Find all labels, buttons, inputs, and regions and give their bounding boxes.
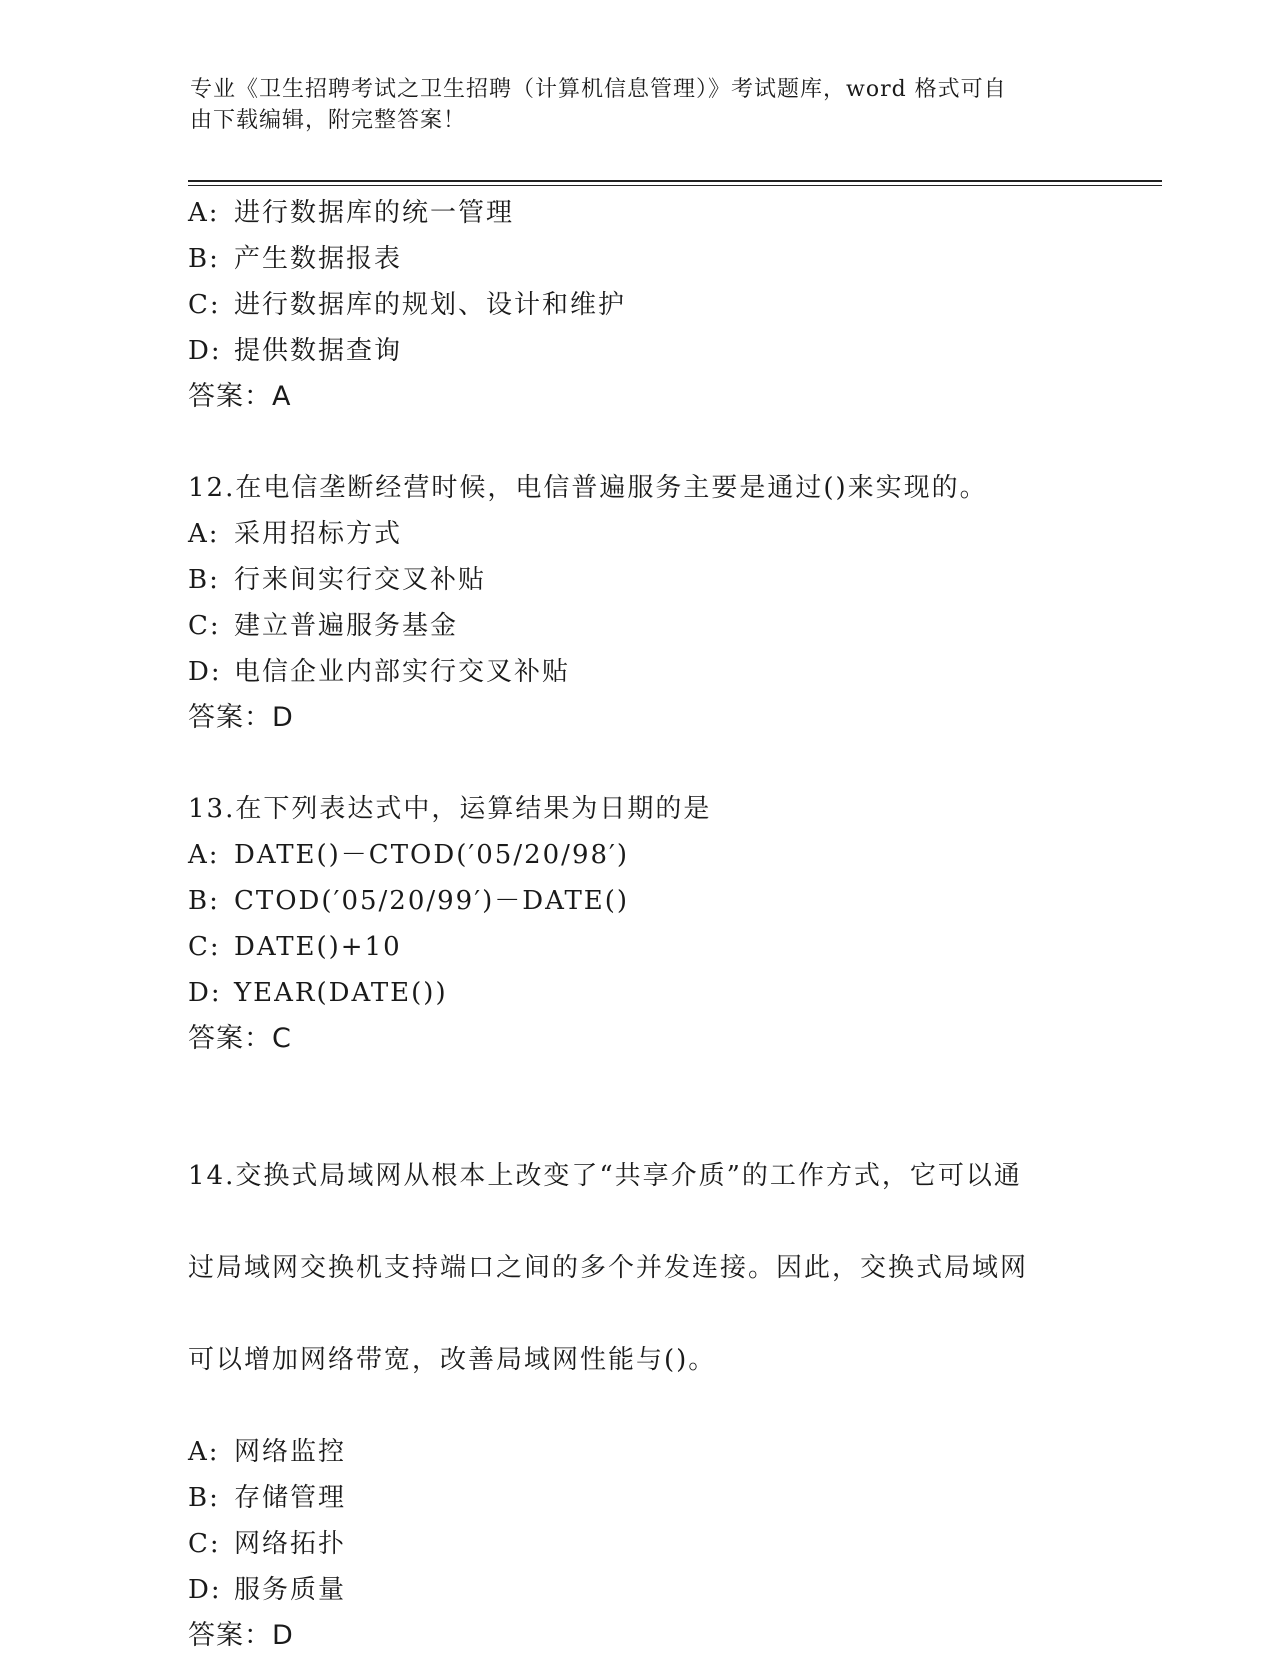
question-12 xyxy=(188,465,1088,741)
question-stem xyxy=(188,1107,1088,1429)
option-a xyxy=(188,1429,1088,1475)
question-13 xyxy=(188,786,1088,1062)
option-letter: D: xyxy=(188,336,222,366)
option-b xyxy=(188,1475,1088,1521)
option-text: DATE()－CTOD(′05/20/98′) xyxy=(234,840,630,870)
question-list xyxy=(188,190,1088,1659)
option-letter: C: xyxy=(188,611,221,641)
option-b xyxy=(188,878,1088,924)
option-letter: B: xyxy=(188,244,220,274)
option-text: 采用招标方式 xyxy=(234,519,403,549)
question-stem: 13.在下列表达式中，运算结果为日期的是 xyxy=(188,794,712,824)
option-text: DATE()+10 xyxy=(234,932,402,962)
option-letter: A: xyxy=(188,519,220,549)
question-stem-line-1: 14.交换式局域网从根本上改变了“共享介质”的工作方式，它可以通 xyxy=(188,1161,1022,1191)
option-letter: B: xyxy=(188,1483,220,1513)
answer-label: 答案：C xyxy=(188,1023,292,1054)
header-line-1: 专业《卫生招聘考试之卫生招聘（计算机信息管理）》考试题库，word 格式可自 xyxy=(190,77,1007,102)
option-letter: D: xyxy=(188,978,222,1008)
option-text: 服务质量 xyxy=(234,1575,347,1605)
option-letter: A: xyxy=(188,840,220,870)
document-header xyxy=(190,74,1090,136)
option-a xyxy=(188,511,1088,557)
option-letter: C: xyxy=(188,1529,221,1559)
option-text: 电信企业内部实行交叉补贴 xyxy=(234,657,571,687)
option-text: 产生数据报表 xyxy=(234,244,403,274)
option-letter: D: xyxy=(188,1575,222,1605)
option-text: CTOD(′05/20/99′)－DATE() xyxy=(234,886,630,916)
option-d xyxy=(188,328,1088,374)
option-text: 进行数据库的规划、设计和维护 xyxy=(234,290,627,320)
option-text: 存储管理 xyxy=(234,1483,347,1513)
option-b xyxy=(188,557,1088,603)
option-text: YEAR(DATE()) xyxy=(234,978,448,1008)
option-letter: C: xyxy=(188,290,221,320)
option-b xyxy=(188,236,1088,282)
option-text: 网络拓扑 xyxy=(234,1529,347,1559)
answer-label: 答案：D xyxy=(188,702,294,733)
option-c xyxy=(188,282,1088,328)
question-stem: 12.在电信垄断经营时候，电信普遍服务主要是通过()来实现的。 xyxy=(188,473,988,503)
option-letter: B: xyxy=(188,886,220,916)
option-text: 行来间实行交叉补贴 xyxy=(234,565,487,595)
option-a xyxy=(188,190,1088,236)
header-line-2: 由下载编辑，附完整答案！ xyxy=(190,108,467,133)
answer-label: 答案：A xyxy=(188,381,292,412)
answer-label: 答案：D xyxy=(188,1620,294,1651)
question-stem-line-3: 可以增加网络带宽，改善局域网性能与()。 xyxy=(188,1345,717,1375)
question-14 xyxy=(188,1107,1088,1659)
question-11 xyxy=(188,190,1088,420)
option-d xyxy=(188,1567,1088,1613)
option-text: 提供数据查询 xyxy=(234,336,403,366)
option-letter: A: xyxy=(188,198,220,228)
option-c xyxy=(188,603,1088,649)
option-letter: C: xyxy=(188,932,221,962)
option-c xyxy=(188,924,1088,970)
option-text: 网络监控 xyxy=(234,1437,347,1467)
option-letter: D: xyxy=(188,657,222,687)
option-d xyxy=(188,970,1088,1016)
option-letter: A: xyxy=(188,1437,220,1467)
question-stem-line-2: 过局域网交换机支持端口之间的多个并发连接。因此，交换式局域网 xyxy=(188,1253,1029,1283)
header-divider xyxy=(188,180,1162,186)
option-a xyxy=(188,832,1088,878)
option-c xyxy=(188,1521,1088,1567)
option-letter: B: xyxy=(188,565,220,595)
option-text: 建立普遍服务基金 xyxy=(234,611,459,641)
option-d xyxy=(188,649,1088,695)
option-text: 进行数据库的统一管理 xyxy=(234,198,515,228)
